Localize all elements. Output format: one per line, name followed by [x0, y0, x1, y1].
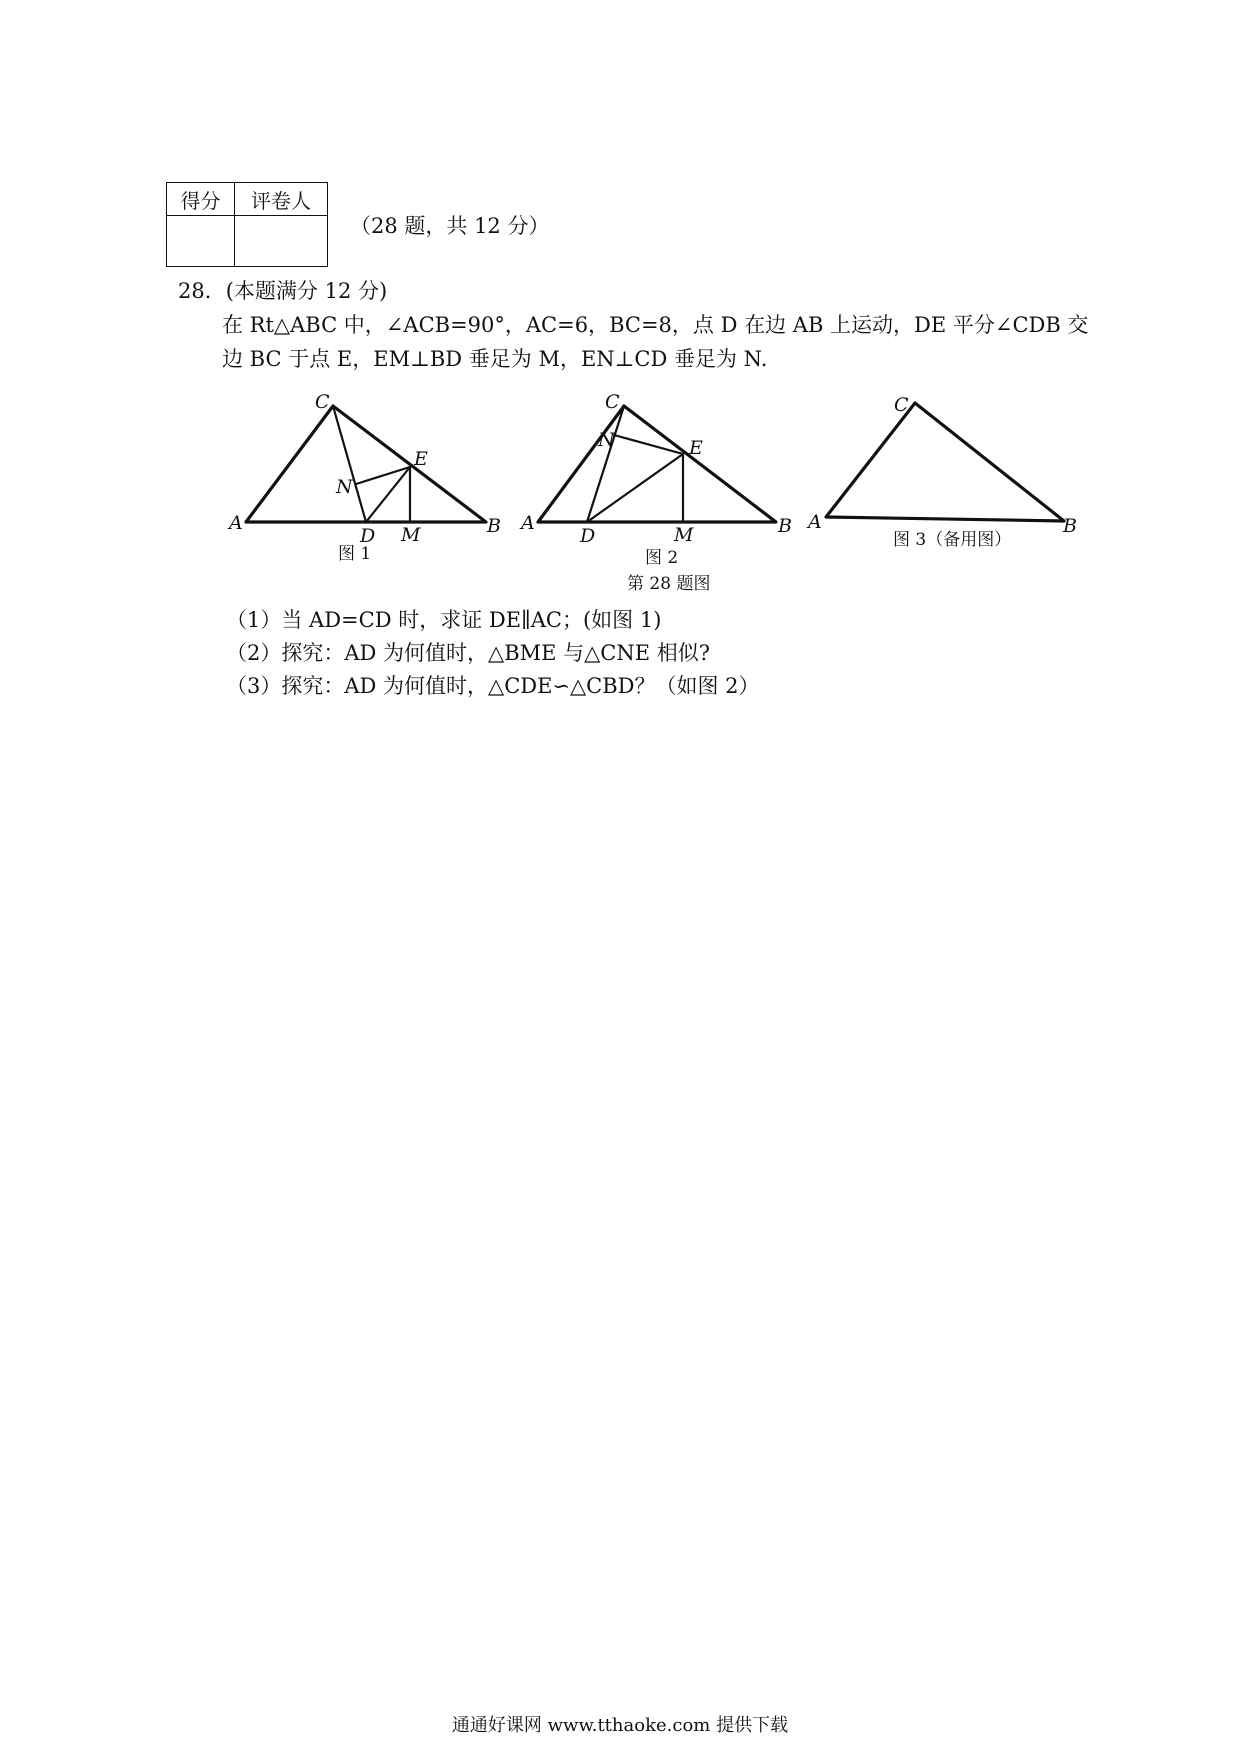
- fig2-label-d: D: [580, 525, 596, 547]
- score-header: 得分: [167, 183, 235, 216]
- page-footer: 通通好课网 www.tthaoke.com 提供下载: [451, 1715, 789, 1736]
- fig3-caption: 图 3（备用图）: [893, 530, 1012, 550]
- fig1-label-a: A: [229, 512, 243, 534]
- fig1-label-m: M: [401, 524, 421, 546]
- fig1-label-n: N: [336, 476, 353, 498]
- fig2-label-b: B: [778, 515, 792, 537]
- fig1-label-d: D: [360, 525, 376, 547]
- fig2-label-e: E: [689, 437, 703, 459]
- figure-group-caption: 第 28 题图: [627, 574, 711, 594]
- fig2-label-m: M: [674, 524, 694, 546]
- section-note: （28 题，共 12 分）: [350, 214, 550, 238]
- question-stem-line1: 在 Rt△ABC 中，∠ACB=90°，AC=6，BC=8，点 D 在边 AB 上运动，DE 平分∠CDB 交: [222, 313, 1089, 337]
- part-3: （3）探究：AD 为何值时，△CDE∽△CBD？（如图 2）: [226, 674, 760, 698]
- fig2-label-n: N: [598, 429, 615, 451]
- fig1-label-e: E: [414, 448, 428, 470]
- fig2-caption: 图 2: [645, 548, 679, 568]
- grader-header: 评卷人: [235, 183, 328, 216]
- part-1: （1）当 AD=CD 时，求证 DE∥AC；(如图 1): [226, 608, 662, 632]
- fig1-caption: 图 1: [338, 544, 372, 564]
- fig3-label-c: C: [894, 394, 909, 416]
- part-2: （2）探究：AD 为何值时，△BME 与△CNE 相似?: [226, 641, 710, 665]
- fig1-label-b: B: [487, 515, 501, 537]
- fig2-label-c: C: [605, 391, 620, 413]
- fig2-label-a: A: [521, 512, 535, 534]
- fig3-label-a: A: [808, 511, 822, 533]
- fig3-label-b: B: [1063, 515, 1077, 537]
- fig1-label-c: C: [315, 391, 330, 413]
- figure-3-lines: [826, 403, 1064, 521]
- question-number: 28．(本题满分 12 分): [178, 279, 388, 303]
- question-stem-line2: 边 BC 于点 E，EM⊥BD 垂足为 M，EN⊥CD 垂足为 N.: [222, 347, 768, 371]
- geometry-figures: [0, 0, 1240, 600]
- figure-2-lines: [538, 406, 776, 522]
- figure-1-lines: [246, 406, 486, 522]
